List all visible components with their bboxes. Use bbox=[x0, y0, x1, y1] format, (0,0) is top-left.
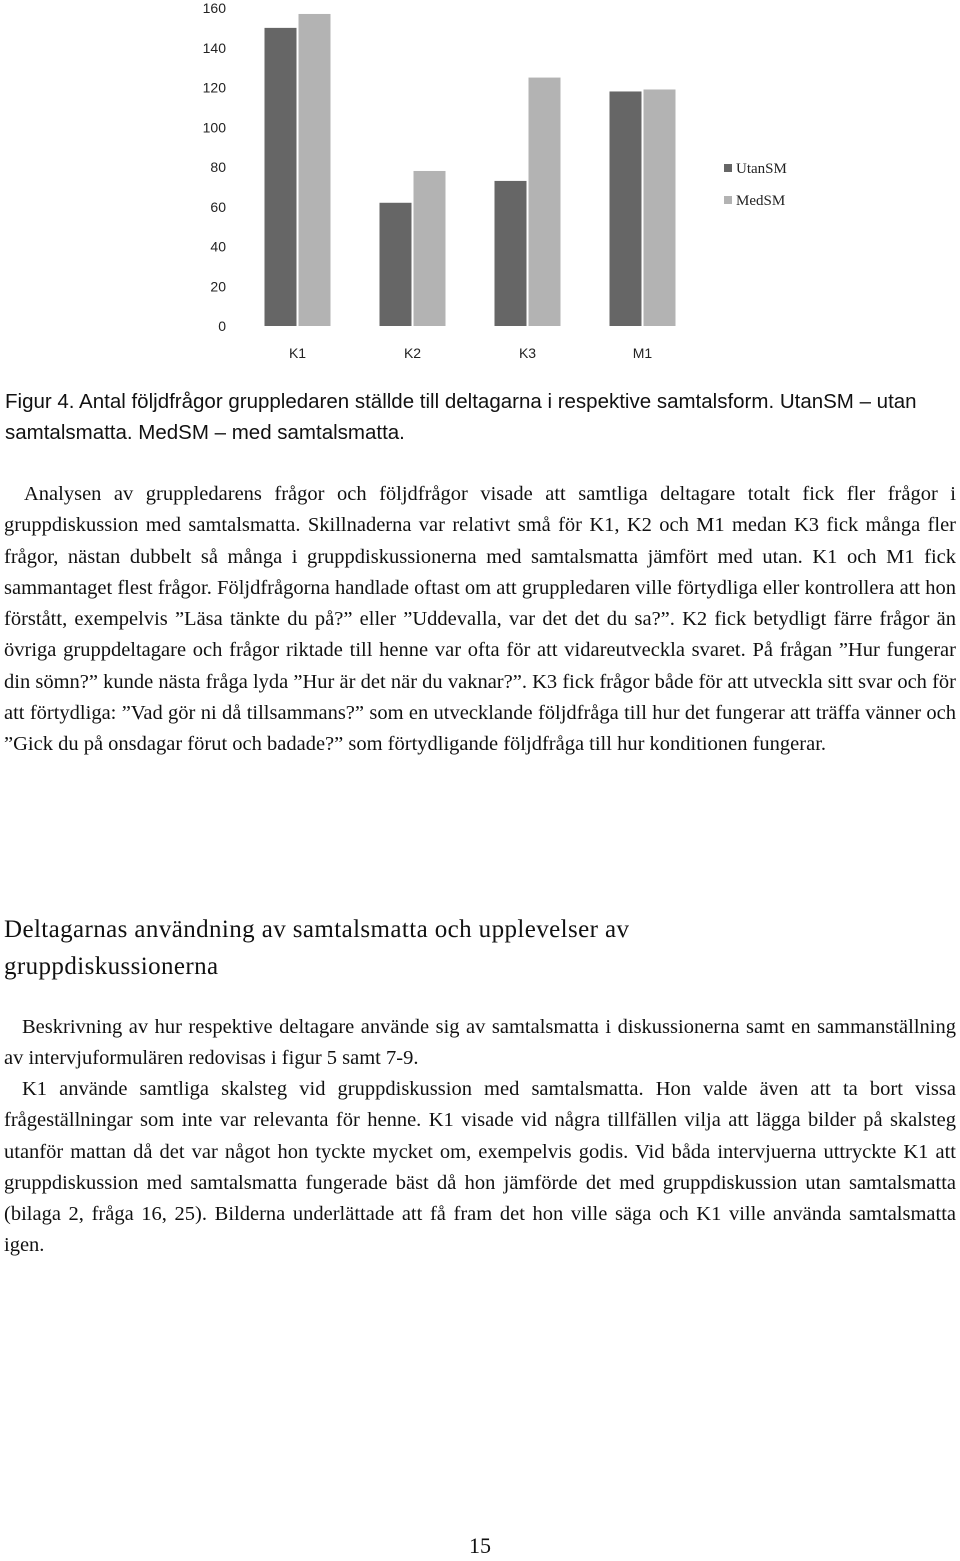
x-category-label: M1 bbox=[632, 345, 653, 361]
legend-swatch-medsm bbox=[724, 196, 732, 204]
legend-label-medsm: MedSM bbox=[736, 193, 786, 209]
y-tick-label: 40 bbox=[210, 238, 226, 255]
bar-medsm-k3 bbox=[529, 78, 561, 326]
y-tick-label: 0 bbox=[218, 318, 226, 334]
page-number: 15 bbox=[469, 1533, 491, 1558]
y-tick-label: 80 bbox=[210, 159, 226, 175]
body-paragraph-k1: K1 använde samtliga skalsteg vid gruppdiskussion med samtalsmatta. Hon valde även att ta bort vissa frågeställningar som inte var relevanta för henne. K1 visade vid några tillfällen vilja att lägga bilder på skalsteg utanför mattan då det var något hon tyckte mycket om, exempelvis godis. Vid båda intervjuerna uttryckte K1 att gruppdiskussion med samtalsmatta fungerade bäst då hon jämförde det med gruppdiskussion utan samtalsmatta (bilaga 2, fråga 16, 25). Bilderna underlättade att få fram det hon ville säga och K1 ville använda samtalsmatta igen. bbox=[4, 1078, 956, 1257]
bar-utansm-k2 bbox=[380, 203, 412, 326]
legend-swatch-utansm bbox=[724, 164, 732, 172]
x-category-label: K3 bbox=[518, 345, 537, 361]
y-tick-label: 120 bbox=[202, 79, 226, 96]
figure-caption: Figur 4. Antal följdfrågor gruppledaren ställde till deltagarna i respektive samtalsform. UtanSM – utan samtalsmatta. MedSM – med samtalsmatta. bbox=[5, 390, 917, 444]
x-category-label: K1 bbox=[288, 345, 307, 361]
bar-utansm-m1 bbox=[610, 91, 642, 326]
section-heading: Deltagarnas användning av samtalsmatta och upplevelser av gruppdiskussionerna bbox=[4, 916, 630, 980]
x-category-label: K2 bbox=[403, 345, 422, 361]
body-paragraph-description: Beskrivning av hur respektive deltagare använde sig av samtalsmatta i diskussionerna samt en sammanställning av intervjuformulären redovisas i figur 5 samt 7-9. bbox=[4, 1016, 956, 1070]
y-tick-label: 160 bbox=[202, 0, 226, 16]
bar-medsm-k2 bbox=[414, 171, 446, 326]
y-tick-label: 20 bbox=[210, 278, 226, 295]
bar-chart bbox=[0, 0, 960, 370]
bar-medsm-m1 bbox=[644, 89, 676, 326]
bar-utansm-k1 bbox=[265, 28, 297, 326]
y-tick-label: 100 bbox=[202, 119, 226, 136]
bar-medsm-k1 bbox=[299, 14, 331, 326]
bar-utansm-k3 bbox=[495, 181, 527, 326]
body-paragraph-analysis: Analysen av gruppledarens frågor och följdfrågor visade att samtliga deltagare totalt fick fler frågor i gruppdiskussion med samtalsmatta. Skillnaderna var relativt små för K1, K2 och M1 medan K3 fick många fler frågor, nästan dubbelt så många i gruppdiskussionerna med samtalsmatta jämfört med utan. K1 och M1 fick sammantaget flest frågor. Följdfrågorna handlade oftast om att gruppledaren ville förtydliga eller kontrollera att hon förstått, exempelvis ”Läsa tänkte du på?” eller ”Uddevalla, var det det du sa?”. K2 fick betydligt färre frågor än övriga gruppdeltagare och frågor riktade till henne var ofta för att vidareutveckla svaret. På frågan ”Hur fungerar din sömn?” kunde nästa fråga lyda ”Hur är det när du vaknar?”. K3 fick frågor både för att utveckla sitt svar och för att förtydliga: ”Vad gör ni då tillsammans?” som en utvecklande följdfråga till hur det fungerar att träffa vänner och ”Gick du på onsdagar förut och badade?” som förtydligande följdfråga till hur konditionen fungerar. bbox=[4, 483, 956, 756]
legend-label-utansm: UtanSM bbox=[736, 161, 787, 177]
y-tick-label: 60 bbox=[210, 198, 226, 215]
y-tick-label: 140 bbox=[202, 39, 226, 56]
